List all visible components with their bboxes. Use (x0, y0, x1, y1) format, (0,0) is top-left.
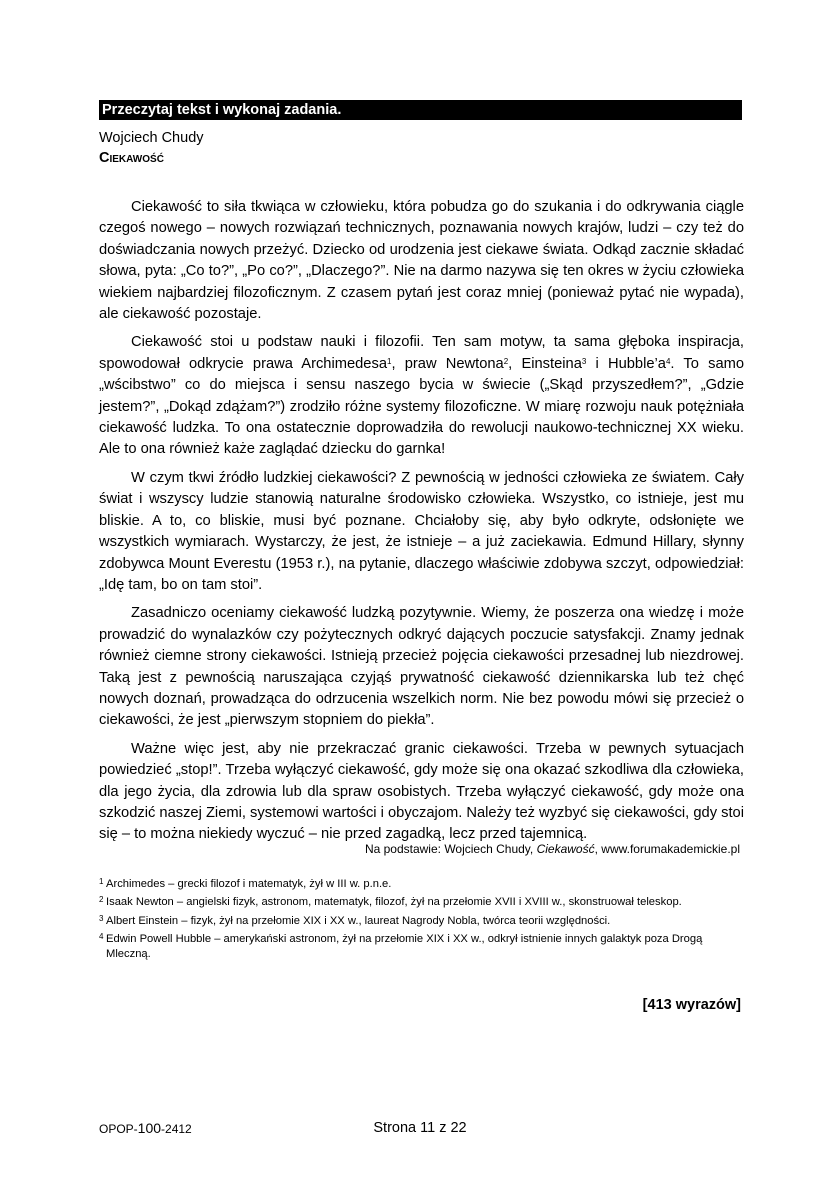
paragraph-5: Ważne więc jest, aby nie przekraczać granic ciekawości. Trzeba w pewnych sytuacjach powiedzieć „stop!”. Trzeba wyłączyć ciekawość, gdy może się ona okazać szkodliwa dla człowieka, dla jego życia, dla zdrowia lub dla spraw osobistych. Trzeba wyłączyć ciekawość, gdy może ona szkodzić naszej Ziemi, systemowi wartości i obyczajom. Należy też wyzbyć się ciekawości, gdy stoi się – to można niekiedy wyczuć – nie przed zagadką, lecz przed tajemnicą. (99, 740, 744, 843)
footnote (99, 932, 740, 963)
p2-text-a: Ciekawość stoi u podstaw nauki i filozofii. Ten sam motyw, ta sama głęboka inspiracja, spowodował odkrycie prawa Archimedesa (99, 334, 744, 372)
article-body (99, 197, 744, 853)
p2-text-e: . To samo „wścibstwo” co do miejsca i sensu naszego bycia w świecie („Skąd przyszedłem?”, „Gdzie jestem?”, „Dokąd zdążam?”) zrodziło różne systemy filozoficzne. W miarę rozwoju nauk potężniała ciekawość ludzka. To ona ostatecznie doprowadziła do rewolucji naukowo-technicznej XX wieku. Ale to ona również każe zaglądać dziecku do garnka! (99, 355, 745, 458)
footnote-marker-3: 3 (581, 356, 587, 366)
word-count: [413 wyrazów] (642, 997, 741, 1013)
footnote-text: Archimedes – grecki filozof i matematyk, żył w III w. p.n.e. (106, 878, 392, 890)
paragraph-1: Ciekawość to siła tkwiąca w człowieku, która pobudza go do szukania i do odkrywania ciągle czegoś nowego – nowych rozwiązań technicznych, poznawania nowych krajów, ludzi – czy też do doświadczania nowych przeżyć. Dziecko od urodzenia jest ciekawe świata. Odkąd zacznie składać słowa, pyta: „Co to?”, „Po co?”, „Dlaczego?”. Nie na darmo nazywa się ten okres w życiu człowieka wiekiem najbardziej filozoficznym. Z czasem pytań jest coraz mniej (ponieważ pytać nie wypada), ale ciekawość pozostaje. (99, 199, 744, 323)
footnote-text: Edwin Powell Hubble – amerykański astronom, żył na przełomie XIX i XX w., odkrył istnienie innych galaktyk poza Drogą Mleczną. (106, 932, 703, 961)
article-title: Ciekawość (99, 150, 164, 166)
footnote-marker-2: 2 (503, 356, 509, 366)
paragraph-4: Zasadniczo oceniamy ciekawość ludzką pozytywnie. Wiemy, że poszerza ona wiedzę i może prowadzić do wynalazków czy pożytecznych odkryć dających poczucie satysfakcji. Znamy jednak również ciemne strony ciekawości. Istnieją przecież pojęcia ciekawości przesadnej lub niezdrowej. Taką jest z pewnością naruszająca czyjąś prywatność ciekawość dziennikarska lub też chęć nowych doznań, prowadząca do odrzucenia wszelkich norm. Nie bez powodu mówi się przecież o ciekawości, że jest „pierwszym stopniem do piekła”. (99, 605, 744, 729)
page-number: Strona 11 z 22 (373, 1120, 467, 1136)
footnote-text: Isaak Newton – angielski fizyk, astronom, matematyk, filozof, żył na przełomie XVII i XVIII w., skonstruował teleskop. (106, 896, 682, 909)
exam-code-suffix: -2412 (161, 1122, 192, 1136)
source-citation (99, 841, 740, 857)
source-suffix: , www.forumakademickie.pl (594, 842, 740, 856)
footnote-number: 2 (99, 895, 104, 905)
footnote-number: 1 (99, 877, 104, 886)
footnote-marker-1: 1 (387, 356, 392, 366)
exam-code-number: 100 (137, 1120, 162, 1136)
source-title: Ciekawość (536, 842, 595, 856)
p2-text-c: , Einsteina (508, 355, 582, 372)
footnote-marker-4: 4 (665, 356, 671, 366)
footnote-text: Albert Einstein – fizyk, żył na przełomie XIX i XX w., laureat Nagrody Nobla, twórca teorii względności. (106, 914, 611, 927)
footnote-number: 3 (99, 913, 104, 923)
footnote (99, 877, 740, 892)
footnote (99, 895, 740, 910)
source-prefix: Na podstawie: Wojciech Chudy, (364, 842, 537, 856)
paragraph-2 (99, 332, 744, 460)
footnotes (99, 877, 740, 965)
footnote (99, 914, 740, 929)
p2-text-b: , praw Newtona (391, 355, 504, 372)
exam-code-prefix: OPOP- (99, 1122, 138, 1136)
paragraph-3: W czym tkwi źródło ludzkiej ciekawości? Z pewnością w jedności człowieka ze światem. Cały świat i wszyscy ludzie stanowią naturalne środowisko człowieka. Wszystko, co istnieje, jest mu bliskie. A to, co bliskie, musi być poznane. Chciałoby się, aby było odkryte, odsłonięte we wszystkich wymiarach. Wystarczy, że jest, że istnieje – a już zaciekawia. Edmund Hillary, słynny zdobywca Mount Everestu (1953 r.), na pytanie, dlaczego właściwie zdobywa szczyt, odpowiedział: „Idę tam, bo on tam stoi”. (99, 469, 744, 593)
p2-text-d: i Hubble’a (586, 355, 666, 372)
instruction-banner: Przeczytaj tekst i wykonaj zadania. (99, 100, 742, 120)
footnote-number: 4 (99, 931, 104, 941)
article-author: Wojciech Chudy (99, 130, 204, 146)
